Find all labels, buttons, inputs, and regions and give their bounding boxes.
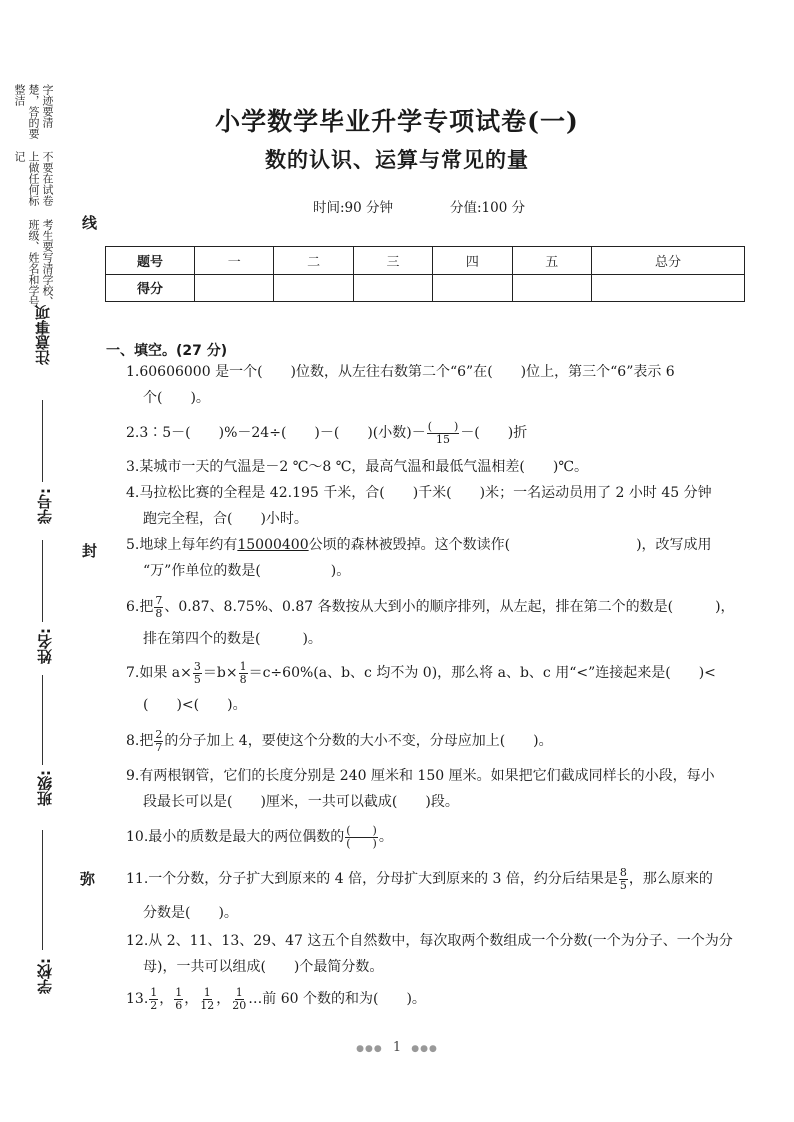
question-8-fraction-denominator: 7 bbox=[155, 740, 163, 754]
score-cell-3[interactable] bbox=[353, 274, 432, 302]
question-12-line-1: 12.从 2、11、13、29、47 这五个自然数中，每次取两个数组成一个分数(一个为分子、一个为分 bbox=[126, 933, 733, 949]
question-2 bbox=[126, 420, 752, 446]
question-6-text-a: 6.把 bbox=[126, 599, 154, 615]
score-table-label-question: 题号 bbox=[106, 247, 195, 275]
question-11-text-a: 11.一个分数，分子扩大到原来的 4 倍，分母扩大到原来的 3 倍，约分后结果是 bbox=[126, 871, 618, 887]
score-table-col-3: 三 bbox=[353, 247, 432, 275]
page-footer bbox=[0, 1040, 794, 1055]
score-cell-4[interactable] bbox=[433, 274, 512, 302]
field-name-line bbox=[42, 540, 43, 622]
question-7-fraction-1-denominator: 5 bbox=[193, 672, 201, 686]
question-7-line-1 bbox=[126, 660, 752, 686]
score-cell-2[interactable] bbox=[274, 274, 353, 302]
question-13-fraction-2-denominator: 6 bbox=[175, 998, 183, 1012]
question-13-fraction-1-numerator: 1 bbox=[150, 985, 158, 999]
notice-line-1: 考生要写清学校、班级、姓名和学号 bbox=[27, 218, 54, 307]
section-1-title: 一、填空。(27 分) bbox=[106, 343, 228, 359]
question-13-fraction-3-numerator: 1 bbox=[203, 985, 211, 999]
field-school: 学校: bbox=[36, 958, 54, 994]
question-11-fraction-denominator: 5 bbox=[619, 878, 627, 892]
score-cell-5[interactable] bbox=[512, 274, 591, 302]
footer-dots-right: ●●● bbox=[411, 1044, 438, 1054]
question-11-line-1 bbox=[126, 866, 752, 892]
question-12-line-2: 母)，一共可以组成( )个最简分数。 bbox=[143, 959, 384, 975]
question-10-text-a: 10.最小的质数是最大的两位偶数的 bbox=[126, 829, 345, 845]
question-13-fraction-3-denominator: 12 bbox=[200, 998, 215, 1012]
notice-label: 注意事项 bbox=[34, 305, 52, 365]
question-1-line-2: 个( )。 bbox=[143, 390, 210, 406]
field-class-line bbox=[42, 675, 43, 765]
question-13-fraction-4-numerator: 1 bbox=[235, 985, 243, 999]
score-table-col-2: 二 bbox=[274, 247, 353, 275]
question-13-text-a: 13. bbox=[126, 991, 149, 1007]
question-9-line-2: 段最长可以是( )厘米，一共可以截成( )段。 bbox=[143, 794, 459, 810]
score-table-score-row bbox=[106, 274, 745, 302]
question-3: 3.某城市一天的气温是－2 ℃～8 ℃，最高气温和最低气温相差( )℃。 bbox=[126, 459, 588, 475]
field-student-id-line bbox=[42, 400, 43, 482]
page-number: 1 bbox=[392, 1040, 402, 1055]
score-table-col-total: 总分 bbox=[591, 247, 744, 275]
question-7-text-c: ＝c÷60%(a、b、c 均不为 0)，那么将 a、b、c 用“<”连接起来是( )< bbox=[248, 665, 716, 681]
question-13-fraction-1-denominator: 2 bbox=[150, 998, 158, 1012]
question-10-text-b: 。 bbox=[378, 829, 393, 845]
question-13-fraction-2-numerator: 1 bbox=[175, 985, 183, 999]
question-11-text-b: ，那么原来的 bbox=[628, 871, 713, 887]
binding-char-line: 线 bbox=[82, 214, 98, 232]
question-7-fraction-1-numerator: 3 bbox=[193, 659, 201, 673]
score-cell-total[interactable] bbox=[591, 274, 744, 302]
question-5-text-a: 5.地球上每年约有 bbox=[126, 537, 238, 553]
question-2-text-a: 2.3∶5－( )%－24÷( )－( )(小数)－ bbox=[126, 425, 426, 441]
question-10-fraction bbox=[345, 825, 378, 850]
question-7-fraction-1 bbox=[193, 661, 202, 686]
question-9-line-1: 9.有两根钢管，它们的长度分别是 240 厘米和 150 厘米。如果把它们截成同样长的小段，每小 bbox=[126, 768, 715, 784]
question-11-line-2: 分数是( )。 bbox=[143, 905, 238, 921]
question-2-text-b: －( )折 bbox=[460, 425, 528, 441]
field-school-line bbox=[42, 830, 43, 950]
question-11-fraction-numerator: 8 bbox=[619, 865, 627, 879]
score-table-col-4: 四 bbox=[433, 247, 512, 275]
question-6-fraction bbox=[154, 595, 163, 620]
question-13-fraction-2 bbox=[174, 987, 183, 1012]
question-8 bbox=[126, 728, 752, 754]
field-student-id: 学号: bbox=[36, 488, 54, 524]
question-8-text-a: 8.把 bbox=[126, 733, 154, 749]
footer-dots-left: ●●● bbox=[356, 1044, 383, 1054]
question-5-number: 15000400 bbox=[237, 537, 309, 553]
question-7-line-2: ( )<( )。 bbox=[143, 697, 247, 713]
question-7-fraction-2 bbox=[239, 661, 248, 686]
question-8-fraction bbox=[154, 729, 163, 754]
question-13: 13. $\frac{1}{2}$ ， $\frac{1}{6}$ ， $\frac{1}{12}$ ， $\frac{1}{20}$ …前 60 个数的和为( )。 bbox=[126, 985, 426, 1012]
page-subtitle: 数的认识、运算与常见的量 bbox=[265, 147, 529, 172]
question-13-text-b: …前 60 个数的和为( )。 bbox=[248, 991, 426, 1007]
question-8-text-b: 的分子加上 4，要使这个分数的大小不变，分母应加上( )。 bbox=[164, 733, 553, 749]
question-10-fraction-denominator: ( ) bbox=[346, 836, 377, 850]
question-5-text-b: 公顷的森林被毁掉。这个数读作( )，改写成用 bbox=[308, 537, 712, 553]
question-13-fraction-1 bbox=[149, 987, 158, 1012]
field-class: 班级: bbox=[36, 770, 54, 806]
question-2-fraction-denominator: 15 bbox=[436, 432, 451, 446]
question-1-line-1: 1.60606000 是一个( )位数，从左往右数第二个“6”在( )位上，第三个“6”表示 6 bbox=[126, 364, 675, 380]
score-table bbox=[105, 246, 745, 302]
question-11-fraction bbox=[619, 867, 628, 892]
question-7-text-a: 7.如果 a× bbox=[126, 665, 192, 681]
score-cell-1[interactable] bbox=[195, 274, 274, 302]
notice-line-2: 不要在试卷上做任何标记 bbox=[13, 151, 54, 207]
score-table-header-row bbox=[106, 247, 745, 275]
binding-char-seal: 封 bbox=[82, 542, 98, 560]
question-7-text-b: ＝b× bbox=[202, 665, 238, 681]
question-10-fraction-numerator: ( ) bbox=[346, 823, 377, 837]
score-table-col-5: 五 bbox=[512, 247, 591, 275]
question-6-fraction-denominator: 8 bbox=[155, 606, 163, 620]
score-table-col-1: 一 bbox=[195, 247, 274, 275]
question-7-fraction-2-denominator: 8 bbox=[239, 672, 247, 686]
question-6-line-2: 排在第四个的数是( )。 bbox=[143, 631, 322, 647]
question-5-line-2: “万”作单位的数是( )。 bbox=[143, 563, 351, 579]
question-6-text-b: 、0.8̇7̇、8.75%、0.87̇ 各数按从大到小的顺序排列，从左起，排在第二个的数是( )， bbox=[164, 599, 735, 615]
page-title: 小学数学毕业升学专项试卷(一) bbox=[215, 107, 579, 136]
question-2-fraction-numerator: ( ) bbox=[427, 419, 459, 433]
notice-line-3: 字迹要清楚，答的要整洁 bbox=[13, 84, 54, 139]
question-4-line-1: 4.马拉松比赛的全程是 42.195 千米，合( )千米( )米；一名运动员用了 2 小时 45 分钟 bbox=[126, 485, 712, 501]
question-13-fraction-4 bbox=[231, 987, 247, 1012]
exam-score: 分值:100 分 bbox=[450, 200, 526, 216]
question-6-fraction-numerator: 7 bbox=[155, 593, 163, 607]
score-table-label-score: 得分 bbox=[106, 274, 195, 302]
question-4-line-2: 跑完全程，合( )小时。 bbox=[143, 511, 308, 527]
question-8-fraction-numerator: 2 bbox=[155, 727, 163, 741]
question-5-line-1 bbox=[126, 532, 752, 558]
exam-time: 时间:90 分钟 bbox=[313, 200, 394, 216]
question-10 bbox=[126, 824, 752, 850]
question-13-fraction-4-denominator: 20 bbox=[232, 998, 247, 1012]
field-name: 姓名: bbox=[36, 628, 54, 664]
question-13-fraction-3 bbox=[199, 987, 215, 1012]
binding-char-close: 弥 bbox=[80, 870, 96, 888]
question-6-line-1 bbox=[126, 594, 752, 620]
question-2-fraction bbox=[427, 421, 460, 446]
question-7-fraction-2-numerator: 1 bbox=[239, 659, 247, 673]
